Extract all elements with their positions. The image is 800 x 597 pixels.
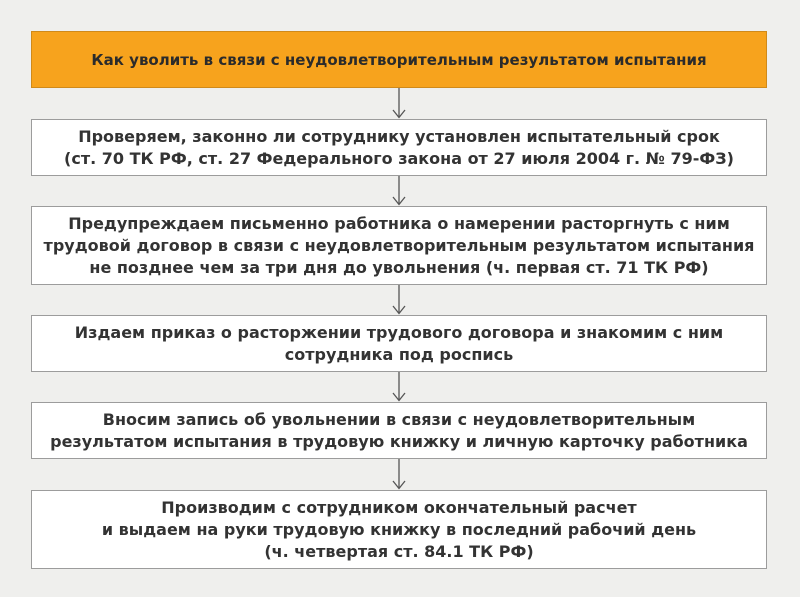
flowchart-title: Как уволить в связи с неудовлетворительным результатом испытания: [91, 50, 707, 69]
step-5-line-3: (ч. четвертая ст. 84.1 ТК РФ): [264, 541, 534, 561]
step-4-box: [31, 402, 767, 459]
step-2-line-2: трудовой договор в связи с неудовлетворительным результатом испытания: [43, 235, 755, 255]
arrow-down-icon: [391, 88, 407, 119]
step-5-line-2: и выдаем на руки трудовую книжку в последний рабочий день: [101, 519, 697, 539]
step-3-line-2: сотрудника под роспись: [284, 344, 514, 364]
step-1-box: [31, 119, 767, 176]
step-3-line-1: Издаем приказ о расторжении трудового договора и знакомим с ним: [74, 322, 724, 342]
step-5-line-1: Производим с сотрудником окончательный расчет: [161, 497, 637, 517]
step-2-line-1: Предупреждаем письменно работника о намерении расторгнуть с ним: [68, 213, 730, 233]
step-3-box: [31, 315, 767, 372]
step-5-box: [31, 490, 767, 569]
arrow-down-icon: [391, 176, 407, 206]
arrow-down-icon: [391, 372, 407, 402]
step-1-line-1: Проверяем, законно ли сотруднику установлен испытательный срок: [78, 126, 720, 146]
arrow-down-icon: [391, 459, 407, 490]
step-4-line-2: результатом испытания в трудовую книжку и личную карточку работника: [50, 431, 748, 451]
step-2-line-3: не позднее чем за три дня до увольнения (ч. первая ст. 71 ТК РФ): [89, 257, 709, 277]
step-1-line-2: (ст. 70 ТК РФ, ст. 27 Федерального закона от 27 июля 2004 г. № 79-ФЗ): [64, 148, 734, 168]
flowchart-title-box: [31, 31, 767, 88]
step-4-line-1: Вносим запись об увольнении в связи с неудовлетворительным: [102, 409, 696, 429]
arrow-down-icon: [391, 285, 407, 315]
step-2-box: [31, 206, 767, 285]
